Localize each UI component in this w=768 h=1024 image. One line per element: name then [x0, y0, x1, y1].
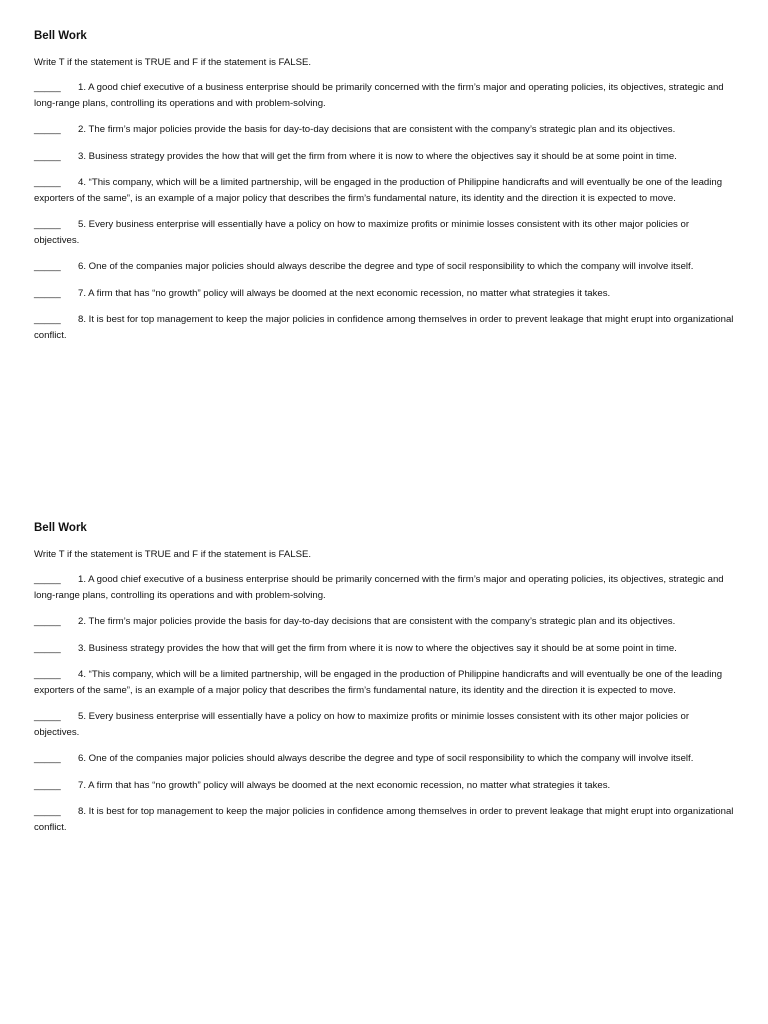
question-text: 4. “This company, which will be a limited partnership, will be engaged in the production of Philippine handicrafts and will eventually be one of the leading exporters of the same”, is an example of a major policy that describes the firm’s fundamental nature, its identity and the direction it is expected to move. — [34, 669, 723, 696]
answer-blank: _____ — [34, 261, 61, 272]
question-text: 5. Every business enterprise will essentially have a policy on how to maximize profits or minimie losses consistent with its other major policies or objectives. — [34, 711, 690, 738]
question-item-6 — [34, 259, 734, 275]
question-text: 1. A good chief executive of a business enterprise should be primarily concerned with the firm’s major and operating policies, its objectives, strategic and long-range plans, controlling its operations and with problem-solving. — [34, 82, 724, 109]
question-text: 6. One of the companies major policies should always describe the degree and type of socil responsibility to which the company will involve itself. — [78, 261, 694, 272]
answer-blank: _____ — [34, 574, 61, 585]
answer-blank: _____ — [34, 806, 61, 817]
question-item-8 — [34, 312, 734, 343]
question-item-3 — [34, 149, 734, 165]
answer-blank: _____ — [34, 287, 61, 299]
worksheet-title: Bell Work — [34, 522, 87, 534]
answer-blank: _____ — [34, 616, 61, 627]
worksheet-instruction: Write T if the statement is TRUE and F if the statement is FALSE. — [34, 57, 312, 68]
question-text: 2. The firm’s major policies provide the basis for day-to-day decisions that are consistent with the company’s strategic plan and its objectives. — [78, 124, 676, 135]
question-item-1 — [34, 572, 734, 603]
question-item-7 — [34, 778, 734, 794]
answer-blank: _____ — [34, 753, 61, 764]
question-text: 7. A firm that has “no growth” policy will always be doomed at the next economic recession, no matter what strategies it takes. — [78, 779, 611, 791]
answer-blank: _____ — [34, 124, 61, 135]
question-item-6 — [34, 751, 734, 767]
worksheet-title: Bell Work — [34, 30, 87, 42]
worksheet-copy-2 — [34, 520, 734, 846]
question-item-7 — [34, 286, 734, 302]
question-text: 2. The firm’s major policies provide the basis for day-to-day decisions that are consistent with the company’s strategic plan and its objectives. — [78, 616, 676, 627]
answer-blank: _____ — [34, 150, 61, 162]
answer-blank: _____ — [34, 669, 61, 680]
question-text: 1. A good chief executive of a business enterprise should be primarily concerned with the firm’s major and operating policies, its objectives, strategic and long-range plans, controlling its operations and with problem-solving. — [34, 574, 724, 601]
question-item-5 — [34, 709, 734, 740]
question-text: 4. “This company, which will be a limited partnership, will be engaged in the production of Philippine handicrafts and will eventually be one of the leading exporters of the same”, is an example of a major policy that describes the firm’s fundamental nature, its identity and the direction it is expected to move. — [34, 177, 723, 204]
question-item-2 — [34, 122, 734, 138]
question-text: 3. Business strategy provides the how that will get the firm from where it is now to where the objectives say it should be at some point in time. — [78, 150, 677, 162]
answer-blank: _____ — [34, 642, 61, 654]
question-item-8 — [34, 804, 734, 835]
answer-blank: _____ — [34, 219, 61, 230]
answer-blank: _____ — [34, 82, 61, 93]
answer-blank: _____ — [34, 711, 61, 722]
question-text: 7. A firm that has “no growth” policy will always be doomed at the next economic recession, no matter what strategies it takes. — [78, 287, 611, 299]
answer-blank: _____ — [34, 177, 61, 188]
worksheet-instruction: Write T if the statement is TRUE and F if the statement is FALSE. — [34, 549, 312, 560]
question-text: 5. Every business enterprise will essentially have a policy on how to maximize profits or minimie losses consistent with its other major policies or objectives. — [34, 219, 690, 246]
worksheet-copy-1 — [34, 28, 734, 354]
question-text: 8. It is best for top management to keep the major policies in confidence among themselves in order to prevent leakage that might erupt into organizational conflict. — [34, 806, 734, 833]
question-item-5 — [34, 217, 734, 248]
question-item-1 — [34, 80, 734, 111]
question-text: 8. It is best for top management to keep the major policies in confidence among themselves in order to prevent leakage that might erupt into organizational conflict. — [34, 314, 734, 341]
question-item-4 — [34, 175, 734, 206]
answer-blank: _____ — [34, 314, 61, 325]
question-item-3 — [34, 641, 734, 657]
answer-blank: _____ — [34, 779, 61, 791]
question-item-4 — [34, 667, 734, 698]
question-text: 6. One of the companies major policies should always describe the degree and type of socil responsibility to which the company will involve itself. — [78, 753, 694, 764]
question-item-2 — [34, 614, 734, 630]
question-text: 3. Business strategy provides the how that will get the firm from where it is now to where the objectives say it should be at some point in time. — [78, 642, 677, 654]
